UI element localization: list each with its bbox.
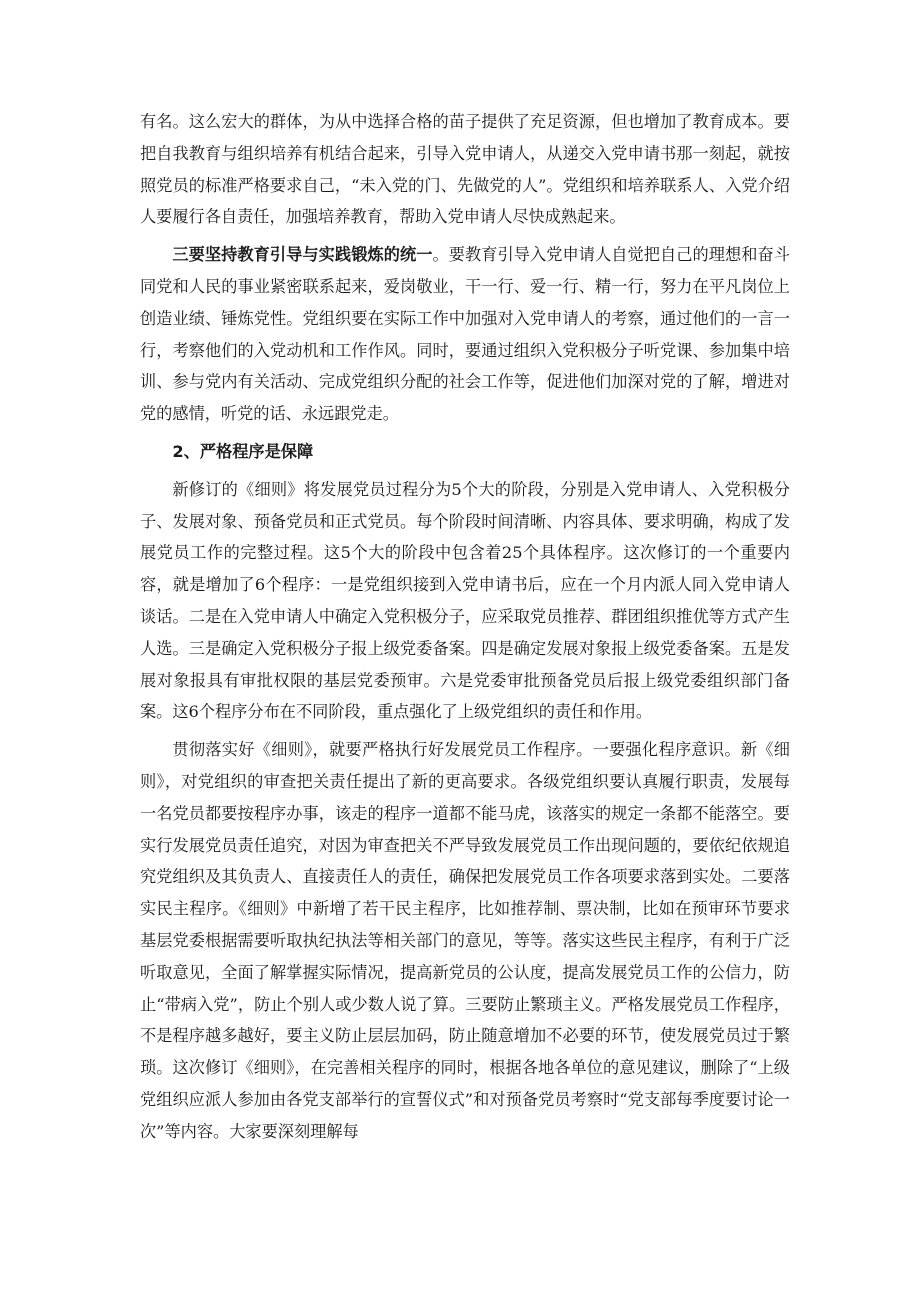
paragraph-education-practice [140, 239, 790, 430]
paragraph-body: 。要教育引导入党申请人自觉把自己的理想和奋斗同党和人民的事业紧密联系起来，爱岗敬业，干一行、爱一行、精一行，努力在平凡岗位上创造业绩、锤炼党性。党组织要在实际工作中加强对入党申请人的考察，通过他们的一言一行，考察他们的入党动机和工作作风。同时，要通过组织入党积极分子听党课、参加集中培训、参与党内有关活动、完成党组织分配的社会工作等，促进他们加深对党的了解，增进对党的感情，听党的话、永远跟党走。 [140, 245, 791, 424]
paragraph-continued: 有名。这么宏大的群体，为从中选择合格的苗子提供了充足资源，但也增加了教育成本。要把自我教育与组织培养有机结合起来，引导入党申请人，从递交入党申请书那一刻起，就按照党员的标准严格要求自己，“未入党的门、先做党的人”。党组织和培养联系人、入党介绍人要履行各自责任，加强培养教育，帮助入党申请人尽快成熟起来。 [140, 112, 790, 227]
section-heading: 2、严格程序是保障 [172, 441, 314, 461]
paragraph-implementation: 贯彻落实好《细则》，就要严格执行好发展党员工作程序。一要强化程序意识。新《细则》，对党组织的审查把关责任提出了新的更高要求。各级党组织要认真履行职责，发展每一名党员都要按程序办事，该走的程序一道都不能马虎，该落实的规定一条都不能落空。要实行发展党员责任追究，对因为审查把关不严导致发展党员工作出现问题的，要依纪依规追究党组织及其负责人、直接责任人的责任，确保把发展党员工作各项要求落到实处。二要落实民主程序。《细则》中新增了若干民主程序，比如推荐制、票决制，比如在预审环节要求基层党委根据需要听取执纪执法等相关部门的意见，等等。落实这些民主程序，有利于广泛听取意见，全面了解掌握实际情况，提高新党员的公认度，提高发展党员工作的公信力，防止“带病入党”，防止个别人或少数人说了算。三要防止繁琐主义。严格发展党员工作程序，不是程序越多越好，要主义防止层层加码，防止随意增加不必要的环节，使发展党员过于繁琐。这次修订《细则》，在完善相关程序的同时，根据各地各单位的意见建议，删除了“上级党组织应派人参加由各党支部举行的宣誓仪式”和对预备党员考察时“党支部每季度要讨论一次”等内容。大家要深刻理解每 [140, 740, 790, 1141]
document-page [140, 106, 790, 1148]
paragraph-lead-bold: 三要坚持教育引导与实践锻炼的统一 [172, 245, 433, 265]
paragraph-procedure-stages: 新修订的《细则》将发展党员过程分为5个大的阶段，分别是入党申请人、入党积极分子、发展对象、预备党员和正式党员。每个阶段时间清晰、内容具体、要求明确，构成了发展党员工作的完整过程。这5个大的阶段中包含着25个具体程序。这次修订的一个重要内容，就是增加了6个程序：一是党组织接到入党申请书后，应在一个月内派人同入党申请人谈话。二是在入党申请人中确定入党积极分子，应采取党员推荐、群团组织推优等方式产生人选。三是确定入党积极分子报上级党委备案。四是确定发展对象报上级党委备案。五是发展对象报具有审批权限的基层党委预审。六是党委审批预备党员后报上级党委组织部门备案。这6个程序分布在不同阶段，重点强化了上级党组织的责任和作用。 [140, 479, 790, 722]
